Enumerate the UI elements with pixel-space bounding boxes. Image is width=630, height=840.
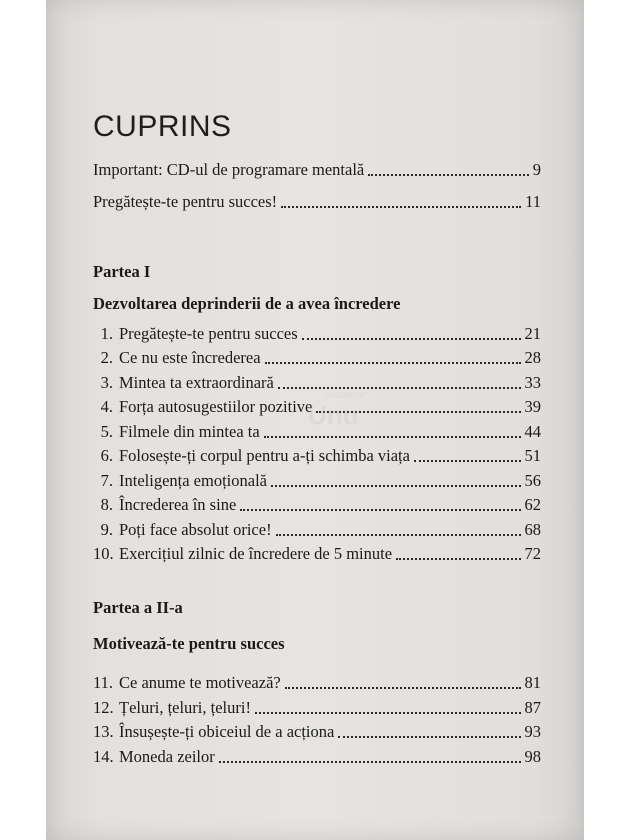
chapter-number: 2. bbox=[100, 348, 113, 367]
toc-chapter-row bbox=[93, 544, 541, 564]
chapter-title: Pregătește-te pentru succes bbox=[119, 324, 298, 343]
watermark-text-small: anticariat bbox=[324, 390, 365, 401]
dot-leader bbox=[302, 337, 521, 340]
chapter-title: Folosește-ți corpul pentru a-ți schimba viața bbox=[119, 446, 410, 465]
chapter-page: 62 bbox=[524, 495, 541, 514]
dot-leader bbox=[338, 735, 520, 738]
chapter-title: Inteligența emoțională bbox=[119, 471, 267, 490]
entry-page: 11 bbox=[525, 192, 541, 211]
chapter-number: 3. bbox=[100, 373, 113, 392]
toc-chapter-row bbox=[93, 673, 541, 693]
dot-leader bbox=[276, 533, 521, 536]
entry-label: Important: CD-ul de programare mentală bbox=[93, 160, 365, 179]
chapter-number: 8. bbox=[100, 495, 113, 514]
chapter-page: 21 bbox=[524, 324, 541, 343]
toc-chapter-row bbox=[93, 471, 541, 491]
watermark-text-large: Unu bbox=[308, 400, 359, 430]
chapter-title: Ce anume te motivează? bbox=[119, 673, 281, 692]
toc-chapter-row bbox=[93, 348, 541, 368]
chapter-number: 4. bbox=[100, 397, 113, 416]
part-2-label: Partea a II-a bbox=[93, 598, 183, 617]
chapter-number: 7. bbox=[100, 471, 113, 490]
chapter-number: 6. bbox=[100, 446, 113, 465]
dot-leader bbox=[240, 508, 520, 511]
dot-leader bbox=[219, 760, 521, 763]
chapter-page: 28 bbox=[524, 348, 541, 367]
chapter-number: 14. bbox=[93, 747, 114, 766]
chapter-page: 44 bbox=[524, 422, 541, 441]
toc-chapter-row bbox=[93, 722, 541, 742]
dot-leader bbox=[281, 205, 521, 208]
chapter-title: Țeluri, țeluri, țeluri! bbox=[119, 698, 251, 717]
toc-intro-entry-2 bbox=[93, 192, 541, 212]
dot-leader bbox=[396, 557, 520, 560]
chapter-number: 9. bbox=[100, 520, 113, 539]
chapter-page: 98 bbox=[524, 747, 541, 766]
chapter-number: 12. bbox=[93, 698, 114, 717]
chapter-page: 72 bbox=[524, 544, 541, 563]
chapter-page: 39 bbox=[524, 397, 541, 416]
chapter-title: Însușește-ți obiceiul de a acționa bbox=[119, 722, 335, 741]
part-2-title: Motivează-te pentru succes bbox=[93, 634, 285, 653]
chapter-title: Filmele din mintea ta bbox=[119, 422, 260, 441]
chapter-title: Mintea ta extraordinară bbox=[119, 373, 274, 392]
dot-leader bbox=[414, 459, 521, 462]
toc-chapter-row bbox=[93, 446, 541, 466]
toc-chapter-row bbox=[93, 520, 541, 540]
toc-title: CUPRINS bbox=[93, 110, 232, 143]
dot-leader bbox=[255, 711, 521, 714]
chapter-page: 68 bbox=[524, 520, 541, 539]
dot-leader bbox=[368, 173, 529, 176]
chapter-page: 81 bbox=[524, 673, 541, 692]
dot-leader bbox=[265, 361, 521, 364]
toc-chapter-row bbox=[93, 698, 541, 718]
entry-label: Pregătește-te pentru succes! bbox=[93, 192, 278, 211]
chapter-number: 13. bbox=[93, 722, 114, 741]
chapter-number: 5. bbox=[100, 422, 113, 441]
dot-leader bbox=[285, 686, 521, 689]
watermark-logo bbox=[290, 388, 430, 438]
toc-chapter-row bbox=[93, 324, 541, 344]
toc-chapter-row bbox=[93, 495, 541, 515]
toc-chapter-row bbox=[93, 747, 541, 767]
chapter-title: Încrederea în sine bbox=[119, 495, 237, 514]
chapter-page: 56 bbox=[524, 471, 541, 490]
chapter-title: Exercițiul zilnic de încredere de 5 minute bbox=[119, 544, 393, 563]
part-1-title: Dezvoltarea deprinderii de a avea încredere bbox=[93, 294, 401, 313]
chapter-number: 10. bbox=[93, 544, 114, 563]
chapter-title: Ce nu este încrederea bbox=[119, 348, 261, 367]
chapter-page: 93 bbox=[524, 722, 541, 741]
chapter-title: Forța autosugestiilor pozitive bbox=[119, 397, 313, 416]
dot-leader bbox=[271, 484, 521, 487]
part-1-label: Partea I bbox=[93, 262, 151, 281]
chapter-page: 87 bbox=[524, 698, 541, 717]
chapter-title: Moneda zeilor bbox=[119, 747, 215, 766]
entry-page: 9 bbox=[532, 160, 541, 179]
chapter-number: 1. bbox=[100, 324, 113, 343]
chapter-page: 51 bbox=[524, 446, 541, 465]
chapter-number: 11. bbox=[93, 673, 114, 692]
chapter-title: Poți face absolut orice! bbox=[119, 520, 272, 539]
toc-intro-entry-1 bbox=[93, 160, 541, 180]
chapter-page: 33 bbox=[524, 373, 541, 392]
